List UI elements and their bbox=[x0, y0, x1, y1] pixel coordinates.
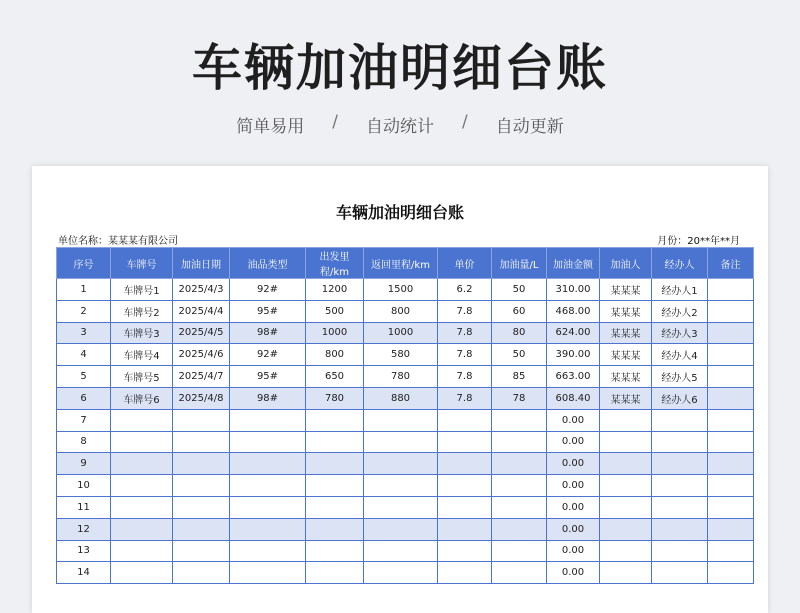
table-cell[interactable]: 14 bbox=[57, 562, 111, 584]
table-cell[interactable] bbox=[364, 431, 438, 453]
table-row bbox=[57, 366, 754, 388]
table-cell[interactable] bbox=[364, 475, 438, 497]
table-row bbox=[57, 475, 754, 497]
table-cell[interactable] bbox=[306, 409, 364, 431]
column-header: 加油日期 bbox=[173, 248, 230, 279]
table-cell[interactable] bbox=[364, 496, 438, 518]
table-cell[interactable]: 某某某 bbox=[600, 344, 652, 366]
table-cell[interactable] bbox=[600, 453, 652, 475]
table-cell[interactable]: 800 bbox=[306, 344, 364, 366]
table-cell[interactable] bbox=[230, 453, 306, 475]
table-cell[interactable]: 7.8 bbox=[438, 366, 492, 388]
table-cell[interactable]: 12 bbox=[57, 518, 111, 540]
table-cell[interactable]: 经办人5 bbox=[652, 366, 708, 388]
page-subtitle bbox=[0, 112, 800, 137]
table-cell[interactable] bbox=[111, 409, 173, 431]
table-cell[interactable] bbox=[708, 366, 754, 388]
table-cell[interactable] bbox=[492, 453, 547, 475]
table-cell[interactable] bbox=[492, 431, 547, 453]
table-cell[interactable] bbox=[173, 409, 230, 431]
column-header: 备注 bbox=[708, 248, 754, 279]
table-cell[interactable] bbox=[708, 496, 754, 518]
table-cell[interactable]: 7.8 bbox=[438, 300, 492, 322]
table-cell[interactable] bbox=[708, 387, 754, 409]
table-cell[interactable]: 10 bbox=[57, 475, 111, 497]
table-cell[interactable] bbox=[600, 540, 652, 562]
table-cell[interactable] bbox=[230, 496, 306, 518]
table-cell[interactable]: 0.00 bbox=[547, 431, 600, 453]
table-cell[interactable] bbox=[111, 475, 173, 497]
table-cell[interactable]: 车牌号3 bbox=[111, 322, 173, 344]
table-cell[interactable]: 60 bbox=[492, 300, 547, 322]
table-cell[interactable]: 0.00 bbox=[547, 409, 600, 431]
table-row bbox=[57, 453, 754, 475]
table-row bbox=[57, 322, 754, 344]
table-cell[interactable]: 1000 bbox=[306, 322, 364, 344]
table-cell[interactable]: 经办人2 bbox=[652, 300, 708, 322]
table-cell[interactable]: 0.00 bbox=[547, 496, 600, 518]
table-cell[interactable] bbox=[364, 453, 438, 475]
table-cell[interactable] bbox=[173, 562, 230, 584]
table-cell[interactable]: 4 bbox=[57, 344, 111, 366]
table-cell[interactable] bbox=[600, 475, 652, 497]
table-cell[interactable] bbox=[364, 518, 438, 540]
table-cell[interactable] bbox=[306, 540, 364, 562]
table-cell[interactable] bbox=[652, 496, 708, 518]
table-cell[interactable]: 车牌号2 bbox=[111, 300, 173, 322]
column-header: 序号 bbox=[57, 248, 111, 279]
table-cell[interactable] bbox=[364, 409, 438, 431]
column-header: 单价 bbox=[438, 248, 492, 279]
subtitle-separator: / bbox=[332, 112, 338, 132]
table-cell[interactable] bbox=[652, 475, 708, 497]
table-cell[interactable] bbox=[306, 453, 364, 475]
table-cell[interactable]: 78 bbox=[492, 387, 547, 409]
table-cell[interactable] bbox=[438, 562, 492, 584]
table-row bbox=[57, 279, 754, 301]
table-cell[interactable] bbox=[708, 518, 754, 540]
subtitle-item-auto-update: 自动更新 bbox=[495, 117, 564, 137]
table-cell[interactable]: 0.00 bbox=[547, 475, 600, 497]
table-cell[interactable]: 某某某 bbox=[600, 279, 652, 301]
table-cell[interactable] bbox=[111, 562, 173, 584]
sheet-title: 车辆加油明细台账 bbox=[335, 203, 464, 222]
column-header: 经办人 bbox=[652, 248, 708, 279]
table-row bbox=[57, 518, 754, 540]
table-cell[interactable]: 1 bbox=[57, 279, 111, 301]
table-cell[interactable] bbox=[306, 518, 364, 540]
table-cell[interactable] bbox=[306, 496, 364, 518]
table-row bbox=[57, 387, 754, 409]
table-cell[interactable] bbox=[173, 540, 230, 562]
table-cell[interactable] bbox=[652, 540, 708, 562]
table-cell[interactable] bbox=[600, 409, 652, 431]
table-cell[interactable] bbox=[708, 409, 754, 431]
table-cell[interactable] bbox=[230, 518, 306, 540]
table-cell[interactable]: 2025/4/4 bbox=[173, 300, 230, 322]
table-cell[interactable] bbox=[230, 431, 306, 453]
table-row bbox=[57, 431, 754, 453]
table-cell[interactable]: 780 bbox=[306, 387, 364, 409]
table-cell[interactable] bbox=[600, 496, 652, 518]
table-cell[interactable] bbox=[652, 409, 708, 431]
table-cell[interactable] bbox=[173, 518, 230, 540]
table-cell[interactable] bbox=[438, 453, 492, 475]
table-cell[interactable] bbox=[652, 562, 708, 584]
table-cell[interactable]: 2025/4/6 bbox=[173, 344, 230, 366]
table-cell[interactable]: 7 bbox=[57, 409, 111, 431]
table-cell[interactable]: 车牌号4 bbox=[111, 344, 173, 366]
table-cell[interactable] bbox=[492, 475, 547, 497]
table-cell[interactable] bbox=[173, 475, 230, 497]
spreadsheet-preview bbox=[32, 166, 768, 613]
table-row bbox=[57, 409, 754, 431]
table-cell[interactable] bbox=[652, 518, 708, 540]
month-label: 月份：20**年**月 bbox=[657, 236, 740, 247]
table-cell[interactable]: 580 bbox=[364, 344, 438, 366]
table-cell[interactable]: 0.00 bbox=[547, 518, 600, 540]
subtitle-item-easy: 简单易用 bbox=[236, 117, 305, 137]
table-cell[interactable] bbox=[492, 518, 547, 540]
table-cell[interactable]: 92# bbox=[230, 344, 306, 366]
table-cell[interactable]: 经办人1 bbox=[652, 279, 708, 301]
table-cell[interactable]: 车牌号1 bbox=[111, 279, 173, 301]
table-cell[interactable]: 98# bbox=[230, 387, 306, 409]
column-header: 返回里程/km bbox=[364, 248, 438, 279]
table-cell[interactable]: 6.2 bbox=[438, 279, 492, 301]
fuel-ledger-table bbox=[56, 247, 754, 584]
column-header: 油品类型 bbox=[230, 248, 306, 279]
table-cell[interactable]: 500 bbox=[306, 300, 364, 322]
table-cell[interactable] bbox=[600, 562, 652, 584]
table-cell[interactable]: 1200 bbox=[306, 279, 364, 301]
table-cell[interactable] bbox=[111, 453, 173, 475]
table-cell[interactable]: 7.8 bbox=[438, 387, 492, 409]
column-header: 加油人 bbox=[600, 248, 652, 279]
table-cell[interactable]: 650 bbox=[306, 366, 364, 388]
table-cell[interactable]: 某某某 bbox=[600, 387, 652, 409]
table-cell[interactable] bbox=[364, 540, 438, 562]
table-cell[interactable]: 780 bbox=[364, 366, 438, 388]
table-cell[interactable]: 310.00 bbox=[547, 279, 600, 301]
table-cell[interactable]: 624.00 bbox=[547, 322, 600, 344]
table-cell[interactable] bbox=[708, 431, 754, 453]
table-cell[interactable] bbox=[306, 475, 364, 497]
table-cell[interactable]: 80 bbox=[492, 322, 547, 344]
table-cell[interactable]: 880 bbox=[364, 387, 438, 409]
table-cell[interactable]: 某某某 bbox=[600, 366, 652, 388]
table-cell[interactable] bbox=[708, 562, 754, 584]
table-row bbox=[57, 344, 754, 366]
table-cell[interactable]: 0.00 bbox=[547, 453, 600, 475]
table-cell[interactable]: 390.00 bbox=[547, 344, 600, 366]
unit-name-label: 单位名称：某某某有限公司 bbox=[58, 236, 178, 247]
table-cell[interactable] bbox=[708, 453, 754, 475]
table-cell[interactable] bbox=[438, 431, 492, 453]
table-cell[interactable] bbox=[111, 540, 173, 562]
table-row bbox=[57, 300, 754, 322]
column-header: 出发里程/km bbox=[306, 248, 364, 279]
table-cell[interactable] bbox=[600, 518, 652, 540]
table-cell[interactable] bbox=[173, 431, 230, 453]
table-cell[interactable]: 95# bbox=[230, 300, 306, 322]
table-cell[interactable]: 8 bbox=[57, 431, 111, 453]
table-cell[interactable]: 7.8 bbox=[438, 322, 492, 344]
table-cell[interactable]: 1500 bbox=[364, 279, 438, 301]
table-cell[interactable]: 0.00 bbox=[547, 562, 600, 584]
table-cell[interactable] bbox=[708, 322, 754, 344]
table-cell[interactable] bbox=[438, 475, 492, 497]
table-cell[interactable]: 468.00 bbox=[547, 300, 600, 322]
table-cell[interactable]: 663.00 bbox=[547, 366, 600, 388]
table-cell[interactable] bbox=[438, 518, 492, 540]
table-cell[interactable]: 2025/4/8 bbox=[173, 387, 230, 409]
table-cell[interactable]: 50 bbox=[492, 344, 547, 366]
table-cell[interactable] bbox=[230, 475, 306, 497]
table-cell[interactable]: 92# bbox=[230, 279, 306, 301]
table-cell[interactable] bbox=[652, 431, 708, 453]
table-cell[interactable] bbox=[306, 431, 364, 453]
table-cell[interactable]: 608.40 bbox=[547, 387, 600, 409]
table-cell[interactable]: 9 bbox=[57, 453, 111, 475]
table-cell[interactable] bbox=[173, 453, 230, 475]
table-cell[interactable] bbox=[492, 496, 547, 518]
table-cell[interactable]: 经办人3 bbox=[652, 322, 708, 344]
table-cell[interactable]: 5 bbox=[57, 366, 111, 388]
table-cell[interactable]: 95# bbox=[230, 366, 306, 388]
table-cell[interactable] bbox=[708, 540, 754, 562]
table-cell[interactable]: 7.8 bbox=[438, 344, 492, 366]
table-cell[interactable] bbox=[708, 475, 754, 497]
table-cell[interactable] bbox=[708, 279, 754, 301]
table-cell[interactable]: 某某某 bbox=[600, 322, 652, 344]
table-cell[interactable]: 某某某 bbox=[600, 300, 652, 322]
table-cell[interactable] bbox=[708, 344, 754, 366]
table-cell[interactable] bbox=[111, 496, 173, 518]
table-cell[interactable] bbox=[708, 300, 754, 322]
table-cell[interactable] bbox=[652, 453, 708, 475]
table-cell[interactable] bbox=[492, 540, 547, 562]
table-cell[interactable]: 2025/4/7 bbox=[173, 366, 230, 388]
table-cell[interactable] bbox=[438, 496, 492, 518]
table-cell[interactable]: 0.00 bbox=[547, 540, 600, 562]
table-cell[interactable] bbox=[600, 431, 652, 453]
subtitle-item-auto-stats: 自动统计 bbox=[366, 117, 434, 137]
column-header: 加油量/L bbox=[492, 248, 547, 279]
table-cell[interactable] bbox=[230, 409, 306, 431]
table-cell[interactable]: 800 bbox=[364, 300, 438, 322]
table-cell[interactable] bbox=[492, 562, 547, 584]
table-row bbox=[57, 540, 754, 562]
subtitle-separator: / bbox=[462, 112, 468, 132]
table-cell[interactable]: 车牌号6 bbox=[111, 387, 173, 409]
table-cell[interactable] bbox=[492, 409, 547, 431]
table-cell[interactable] bbox=[230, 540, 306, 562]
table-cell[interactable] bbox=[173, 496, 230, 518]
table-cell[interactable]: 11 bbox=[57, 496, 111, 518]
page-title: 车辆加油明细台账 bbox=[192, 39, 608, 97]
table-cell[interactable] bbox=[438, 409, 492, 431]
table-cell[interactable]: 98# bbox=[230, 322, 306, 344]
table-cell[interactable]: 3 bbox=[57, 322, 111, 344]
column-header: 车牌号 bbox=[111, 248, 173, 279]
table-cell[interactable]: 6 bbox=[57, 387, 111, 409]
table-cell[interactable]: 50 bbox=[492, 279, 547, 301]
table-cell[interactable]: 13 bbox=[57, 540, 111, 562]
table-cell[interactable] bbox=[230, 562, 306, 584]
table-cell[interactable]: 经办人4 bbox=[652, 344, 708, 366]
table-cell[interactable] bbox=[111, 431, 173, 453]
table-cell[interactable] bbox=[438, 540, 492, 562]
table-cell[interactable]: 2025/4/3 bbox=[173, 279, 230, 301]
table-header-row bbox=[57, 248, 754, 279]
table-cell[interactable]: 经办人6 bbox=[652, 387, 708, 409]
table-cell[interactable]: 85 bbox=[492, 366, 547, 388]
table-cell[interactable] bbox=[364, 562, 438, 584]
table-cell[interactable]: 车牌号5 bbox=[111, 366, 173, 388]
table-cell[interactable] bbox=[111, 518, 173, 540]
table-row bbox=[57, 562, 754, 584]
table-cell[interactable]: 2 bbox=[57, 300, 111, 322]
table-row bbox=[57, 496, 754, 518]
table-cell[interactable]: 1000 bbox=[364, 322, 438, 344]
table-cell[interactable]: 2025/4/5 bbox=[173, 322, 230, 344]
table-cell[interactable] bbox=[306, 562, 364, 584]
column-header: 加油金额 bbox=[547, 248, 600, 279]
